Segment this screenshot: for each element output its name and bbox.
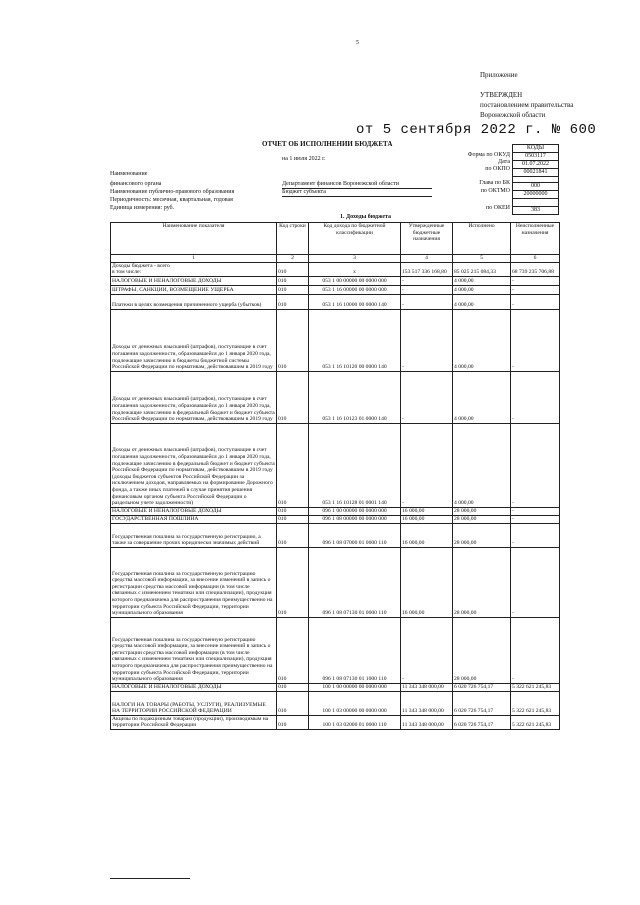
row-name: Государственная пошлина за государственную регистрацию, а также за совершение прочих юридически значимых действий: [111, 523, 277, 547]
row-approved: 16 000,00: [401, 523, 453, 547]
col-number: 6: [511, 255, 560, 263]
row-approved: 16 000,00: [401, 507, 453, 515]
section-title: 1. Доходы бюджета: [340, 214, 392, 220]
table-row: [111, 715, 560, 729]
row-approved: -: [401, 309, 453, 371]
code-label-okud: Форма по ОКУД: [467, 152, 510, 158]
row-code: 010: [277, 262, 309, 276]
row-approved: -: [401, 285, 453, 294]
row-executed: 6 020 726 754,17: [453, 715, 511, 729]
row-unexecuted: 68 739 235 706,88: [511, 262, 560, 276]
row-name: Акцизы по подакцизным товарам (продукции), производимым на территории Российской Федерации: [111, 715, 277, 729]
row-kbk: 100 1 03 00000 00 0000 000: [309, 691, 401, 715]
col-number: 5: [453, 255, 511, 263]
table-row: [111, 507, 560, 515]
code-label-bk: Глава по БК: [479, 180, 510, 186]
row-executed: 28 000,00: [453, 617, 511, 683]
code-label-oktmo: по ОКТМО: [480, 188, 510, 194]
row-approved: -: [401, 371, 453, 423]
report-date: на 1 июля 2022 г.: [282, 156, 326, 162]
row-name: Государственная пошлина за государственную регистрацию средства массовой информации, за внесение изменений в запись о регистрации средства массовой информации (в том числе связанных с изменением тематики или специализации), продукция которого предназначена для распространения преимущественно на территории субъекта Российской Федерации, территории муниципального образования: [111, 547, 277, 617]
row-code: 010: [277, 523, 309, 547]
col-number: 2: [277, 255, 309, 263]
appendix-label: Приложение: [480, 71, 518, 79]
row-name: НАЛОГОВЫЕ И НЕНАЛОГОВЫЕ ДОХОДЫ: [111, 276, 277, 285]
row-unexecuted: -: [511, 285, 560, 294]
row-code: 010: [277, 515, 309, 523]
table-row: [111, 423, 560, 507]
row-code: 010: [277, 294, 309, 309]
row-unexecuted: -: [511, 294, 560, 309]
code-oktmo: 20000000: [513, 191, 559, 199]
row-approved: 16 000,00: [401, 547, 453, 617]
row-name: Доходы бюджета - всего в том числе:: [111, 262, 277, 276]
row-executed: 4 000,00: [453, 309, 511, 371]
row-code: 010: [277, 276, 309, 285]
row-unexecuted: -: [511, 547, 560, 617]
table-row: [111, 294, 560, 309]
row-code: 010: [277, 547, 309, 617]
row-unexecuted: -: [511, 309, 560, 371]
row-kbk: 053 1 00 00000 00 0000 000: [309, 276, 401, 285]
row-code: 010: [277, 371, 309, 423]
row-kbk: 053 1 16 10128 01 0001 140: [309, 423, 401, 507]
fin-organ-value: Департамент финансов Воронежской области: [282, 181, 432, 189]
row-name: Платежи в целях возмещения причиненного ущерба (убытков): [111, 294, 277, 309]
row-approved: -: [401, 617, 453, 683]
code-okei: 383: [513, 207, 559, 215]
code-label-okei: по ОКЕИ: [485, 205, 510, 211]
header-executed: Исполнено: [453, 223, 511, 255]
approval-line-2: Воронежской области: [480, 111, 546, 119]
row-approved: 153 517 336 168,80: [401, 262, 453, 276]
code-label-date: Дата: [498, 159, 510, 165]
row-code: 010: [277, 507, 309, 515]
header-row-code: Код строки: [277, 223, 309, 255]
row-approved: 11 343 348 000,00: [401, 683, 453, 691]
row-code: 010: [277, 683, 309, 691]
row-kbk: 053 1 16 10123 01 0000 140: [309, 371, 401, 423]
code-label-okpo: по ОКПО: [485, 166, 510, 172]
row-kbk: 100 1 03 02000 01 0000 110: [309, 715, 401, 729]
table-row: [111, 371, 560, 423]
row-approved: -: [401, 276, 453, 285]
row-kbk: x: [309, 262, 401, 276]
row-approved: 11 343 348 000,00: [401, 691, 453, 715]
approved-label: УТВЕРЖДЕН: [480, 91, 523, 99]
row-executed: 28 000,00: [453, 515, 511, 523]
codes-table: [512, 144, 559, 215]
label-period: Периодичность: месячная, квартальная, годовая: [110, 197, 233, 203]
table-row: [111, 523, 560, 547]
row-kbk: 053 1 16 00000 00 0000 000: [309, 285, 401, 294]
code-date: 01.07.2022: [513, 161, 559, 169]
row-executed: 4 000,00: [453, 294, 511, 309]
row-executed: 4 000,00: [453, 285, 511, 294]
table-row: [111, 276, 560, 285]
row-kbk: 096 1 08 07130 01 0000 110: [309, 547, 401, 617]
row-code: 010: [277, 423, 309, 507]
row-executed: 4 000,00: [453, 371, 511, 423]
row-approved: 16 000,00: [401, 515, 453, 523]
label-unit: Единица измерения: руб.: [110, 205, 175, 211]
row-name: Государственная пошлина за государственную регистрацию средства массовой информации, за внесение изменений в запись о регистрации средства массовой информации (в том числе связанных с изменением тематики или специализации), продукция которого предназначена для распространения преимущественно на территории субъекта Российской Федерации, территории муниципального образования: [111, 617, 277, 683]
revenue-table: [110, 222, 560, 730]
label-ppo: Наименование публично-правового образования: [110, 189, 235, 195]
row-code: 010: [277, 691, 309, 715]
row-approved: 11 343 348 000,00: [401, 715, 453, 729]
row-kbk: 096 1 08 07000 01 0000 110: [309, 523, 401, 547]
row-executed: 28 000,00: [453, 523, 511, 547]
approval-date-stamp: от 5 сентября 2022 г. № 600: [356, 122, 597, 138]
table-row: [111, 285, 560, 294]
col-number: 3: [309, 255, 401, 263]
row-name: ГОСУДАРСТВЕННАЯ ПОШЛИНА: [111, 515, 277, 523]
header-approved: Утвержденные бюджетные назначения: [401, 223, 453, 255]
header-unexecuted: Неисполненные назначения: [511, 223, 560, 255]
row-executed: 85 025 215 084,33: [453, 262, 511, 276]
row-approved: -: [401, 423, 453, 507]
row-unexecuted: 5 322 621 245,83: [511, 683, 560, 691]
row-executed: 6 020 726 754,17: [453, 691, 511, 715]
row-executed: 28 000,00: [453, 547, 511, 617]
row-unexecuted: -: [511, 617, 560, 683]
row-approved: -: [401, 294, 453, 309]
row-kbk: 053 1 16 10120 00 0000 140: [309, 309, 401, 371]
row-unexecuted: 5 322 621 245,83: [511, 715, 560, 729]
row-name: Доходы от денежных взысканий (штрафов), поступающие в счет погашения задолженности, образовавшейся до 1 января 2020 года, подлежащие зачислению в федеральный бюджет и бюджет субъекта Российской Федерации по нормативам, действовавшим в 2019 году (доходы бюджетов субъектов Российской Федерации за исключением доходов, направляемых на формирование Дорожного фонда, а также иных платежей в случае принятия решения финансовым органом субъекта Российской Федерации о раздельном учете задолженности): [111, 423, 277, 507]
row-executed: 28 000,00: [453, 507, 511, 515]
code-bk: 000: [513, 183, 559, 191]
row-executed: 4 000,00: [453, 423, 511, 507]
header-kbk: Код дохода по бюджетной классификации: [309, 223, 401, 255]
row-executed: 4 000,00: [453, 276, 511, 285]
row-name: Доходы от денежных взысканий (штрафов), поступающие в счет погашения задолженности, образовавшейся до 1 января 2020 года, подлежащие зачислению в федеральный бюджет и бюджет субъекта Российской Федерации по нормативам, действовавшим в 2019 году: [111, 371, 277, 423]
table-row: [111, 691, 560, 715]
row-code: 010: [277, 617, 309, 683]
footnote-rule: [110, 878, 190, 879]
row-unexecuted: -: [511, 507, 560, 515]
ppo-value: Бюджет субъекта: [282, 189, 432, 197]
row-name: НАЛОГОВЫЕ И НЕНАЛОГОВЫЕ ДОХОДЫ: [111, 507, 277, 515]
table-row: [111, 547, 560, 617]
label-name: Наименование: [110, 171, 148, 177]
row-unexecuted: -: [511, 515, 560, 523]
code-period: [513, 199, 559, 207]
row-code: 010: [277, 309, 309, 371]
code-okpo: 00021841: [513, 169, 559, 177]
codes-header: КОДЫ: [513, 145, 559, 153]
table-row: [111, 309, 560, 371]
row-kbk: 053 1 16 10000 00 0000 140: [309, 294, 401, 309]
approval-line-1: постановлением правительства: [480, 101, 574, 109]
code-okud: 0503117: [513, 153, 559, 161]
row-kbk: 096 1 00 00000 00 0000 000: [309, 507, 401, 515]
col-number: 1: [111, 255, 277, 263]
row-code: 010: [277, 715, 309, 729]
row-kbk: 100 1 00 00000 00 0000 000: [309, 683, 401, 691]
row-unexecuted: -: [511, 423, 560, 507]
table-row: [111, 262, 560, 276]
row-name: НАЛОГИ НА ТОВАРЫ (РАБОТЫ, УСЛУГИ), РЕАЛИЗУЕМЫЕ НА ТЕРРИТОРИИ РОССИЙСКОЙ ФЕДЕРАЦИИ: [111, 691, 277, 715]
row-name: ШТРАФЫ, САНКЦИИ, ВОЗМЕЩЕНИЕ УЩЕРБА: [111, 285, 277, 294]
row-unexecuted: 5 322 621 245,83: [511, 691, 560, 715]
table-row: [111, 617, 560, 683]
row-unexecuted: -: [511, 276, 560, 285]
table-row: [111, 683, 560, 691]
row-executed: 6 020 726 754,17: [453, 683, 511, 691]
row-unexecuted: -: [511, 371, 560, 423]
report-title: ОТЧЕТ ОБ ИСПОЛНЕНИИ БЮДЖЕТА: [262, 140, 393, 148]
header-name: Наименование показателя: [111, 223, 277, 255]
row-code: 010: [277, 285, 309, 294]
page-number: 5: [356, 40, 359, 46]
table-row: [111, 515, 560, 523]
row-unexecuted: -: [511, 523, 560, 547]
row-name: Доходы от денежных взысканий (штрафов), поступающие в счет погашения задолженности, образовавшейся до 1 января 2020 года, подлежащие зачислению в бюджеты бюджетной системы Российской Федерации по нормативам, действовавшим в 2019 году: [111, 309, 277, 371]
row-name: НАЛОГОВЫЕ И НЕНАЛОГОВЫЕ ДОХОДЫ: [111, 683, 277, 691]
row-kbk: 096 1 08 00000 00 0000 000: [309, 515, 401, 523]
col-number: 4: [401, 255, 453, 263]
label-fin-organ: финансового органа: [110, 181, 162, 187]
row-kbk: 096 1 08 07130 01 1000 110: [309, 617, 401, 683]
